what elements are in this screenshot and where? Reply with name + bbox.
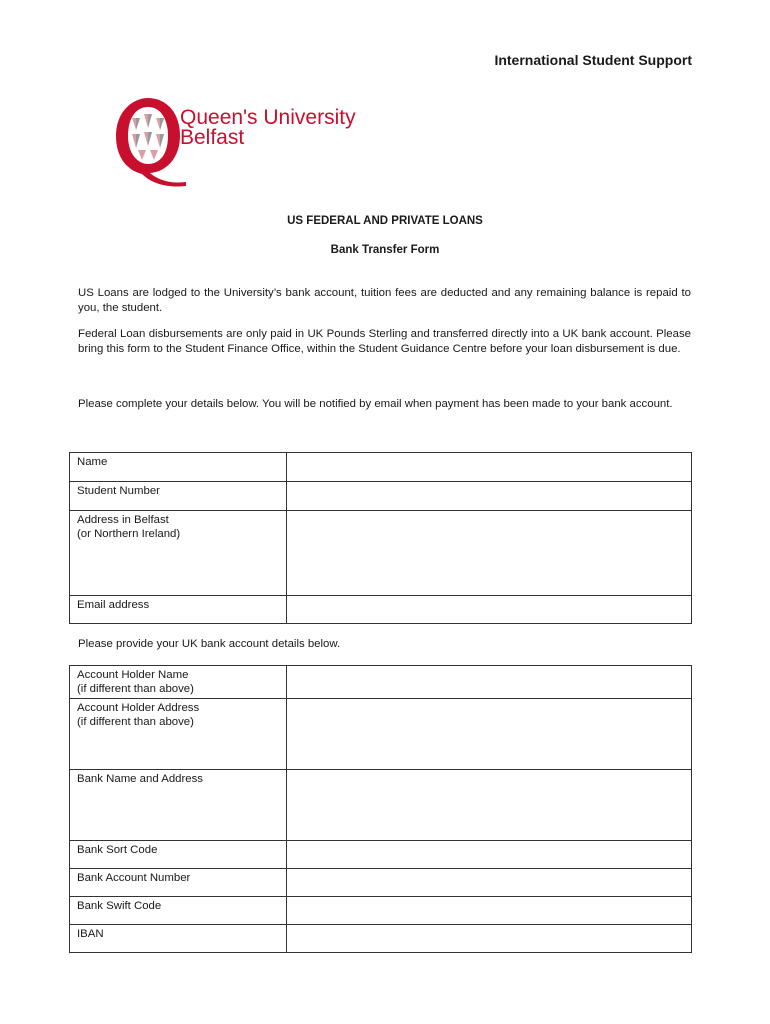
table-row xyxy=(70,841,692,869)
table-row xyxy=(70,770,692,841)
holder-name-label-line2: (if different than above) xyxy=(77,683,194,695)
header-title: International Student Support xyxy=(494,52,692,68)
university-logo xyxy=(108,96,368,188)
qub-crest-icon xyxy=(108,96,368,188)
holder-name-label xyxy=(70,666,287,699)
holder-address-label xyxy=(70,699,287,770)
iban-field[interactable] xyxy=(287,925,692,953)
logo-line2: Belfast xyxy=(180,126,245,149)
form-title: US FEDERAL AND PRIVATE LOANS xyxy=(287,215,483,227)
logo-line1: Queen's University xyxy=(180,106,356,129)
address-label xyxy=(70,511,287,596)
sort-code-field[interactable] xyxy=(287,841,692,869)
bank-details-table xyxy=(69,665,692,953)
table-row xyxy=(70,666,692,699)
address-label-line2: (or Northern Ireland) xyxy=(77,528,181,540)
table-row xyxy=(70,925,692,953)
table-row xyxy=(70,511,692,596)
sort-code-label: Bank Sort Code xyxy=(70,841,287,869)
iban-label: IBAN xyxy=(70,925,287,953)
student-number-field[interactable] xyxy=(287,482,692,511)
address-label-line1: Address in Belfast xyxy=(77,514,169,526)
bank-details-prompt: Please provide your UK bank account details below. xyxy=(78,638,341,650)
holder-address-label-line2: (if different than above) xyxy=(77,716,194,728)
student-number-label: Student Number xyxy=(70,482,287,511)
table-row xyxy=(70,453,692,482)
instructions-paragraph: Please complete your details below. You will be notified by email when payment has been made to your bank account. xyxy=(78,398,673,410)
account-number-field[interactable] xyxy=(287,869,692,897)
name-field[interactable] xyxy=(287,453,692,482)
holder-name-label-line1: Account Holder Name xyxy=(77,669,189,681)
table-row xyxy=(70,897,692,925)
table-row xyxy=(70,699,692,770)
intro-paragraph: US Loans are lodged to the University’s bank account, tuition fees are deducted and any remaining balance is repaid to you, the student. xyxy=(78,287,691,314)
address-field[interactable] xyxy=(287,511,692,596)
account-number-label: Bank Account Number xyxy=(70,869,287,897)
bank-name-label: Bank Name and Address xyxy=(70,770,287,841)
holder-name-field[interactable] xyxy=(287,666,692,699)
swift-code-field[interactable] xyxy=(287,897,692,925)
swift-code-label: Bank Swift Code xyxy=(70,897,287,925)
table-row xyxy=(70,869,692,897)
email-field[interactable] xyxy=(287,596,692,624)
holder-address-label-line1: Account Holder Address xyxy=(77,702,200,714)
name-label: Name xyxy=(70,453,287,482)
form-subtitle: Bank Transfer Form xyxy=(330,244,440,256)
email-label: Email address xyxy=(70,596,287,624)
disbursement-paragraph: Federal Loan disbursements are only paid in UK Pounds Sterling and transferred directly into a UK bank account. Please bring this form to the Student Finance Office, within the Student Guidance Centre before your loan disbursement is due. xyxy=(78,328,691,355)
student-details-table xyxy=(69,452,692,624)
bank-name-field[interactable] xyxy=(287,770,692,841)
table-row xyxy=(70,596,692,624)
table-row xyxy=(70,482,692,511)
holder-address-field[interactable] xyxy=(287,699,692,770)
